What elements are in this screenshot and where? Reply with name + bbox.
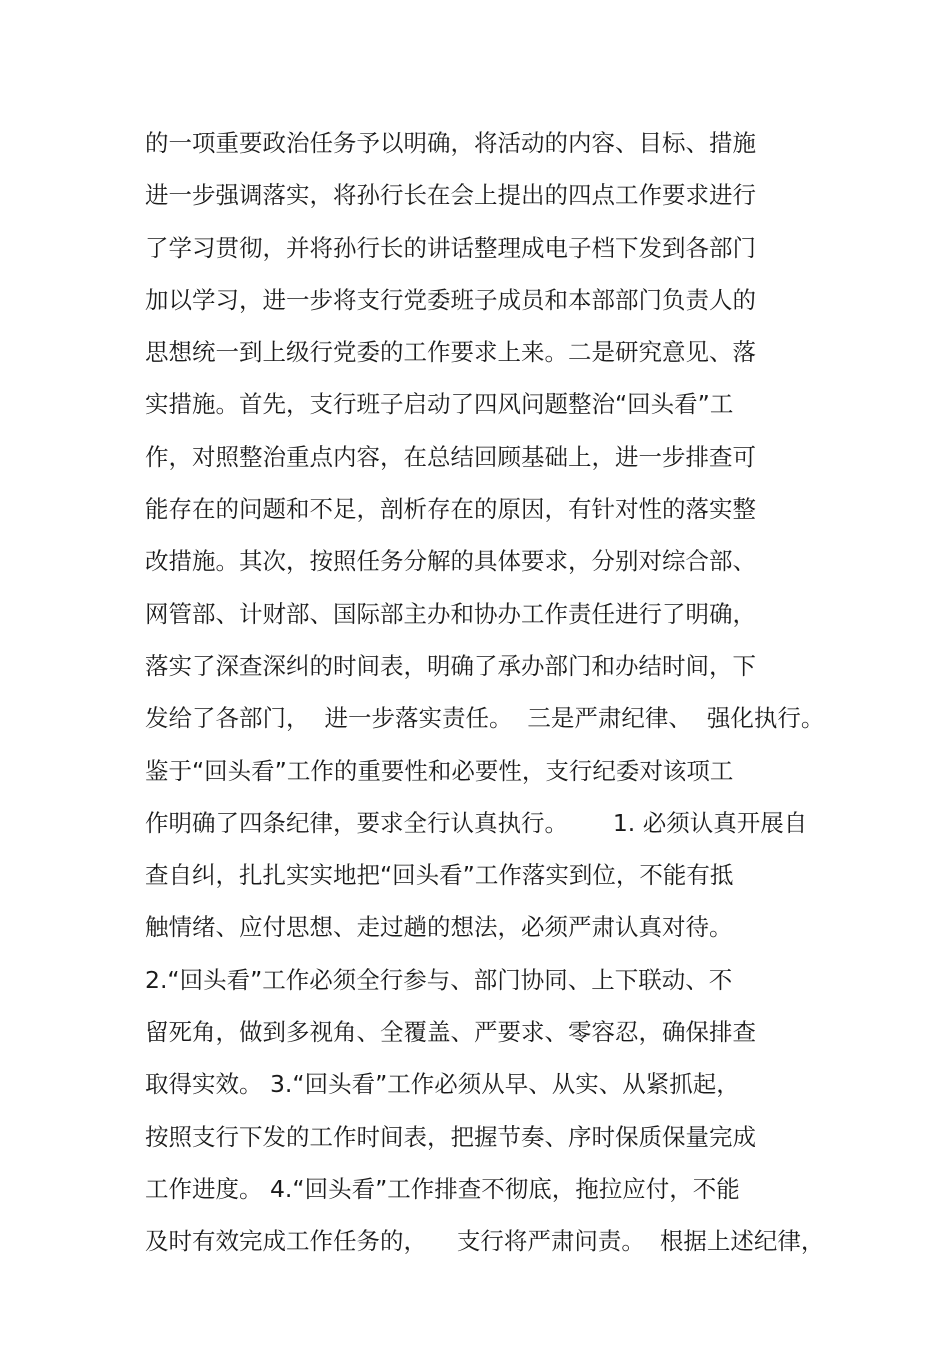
- text-line: 落实了深查深纠的时间表，明确了承办部门和办结时间，下: [145, 651, 756, 680]
- text-line: 了学习贯彻，并将孙行长的讲话整理成电子档下发到各部门: [145, 233, 756, 262]
- text-line: 实措施。首先，支行班子启动了四风问题整治“回头看”工: [145, 390, 734, 419]
- text-line: 的一项重要政治任务予以明确，将活动的内容、目标、措施: [145, 129, 756, 157]
- text-line: 发给了各部门， 进一步落实责任。 三是严肃纪律、 强化执行。: [145, 704, 825, 733]
- text-line: 2.“回头看”工作必须全行参与、部门协同、上下联动、不: [145, 965, 733, 994]
- text-line: 进一步强调落实，将孙行长在会上提出的四点工作要求进行: [145, 181, 756, 210]
- text-line: 取得实效。 3.“回头看”工作必须从早、从实、从紧抓起，: [145, 1070, 740, 1099]
- text-line: 改措施。其次，按照任务分解的具体要求，分别对综合部、: [145, 547, 756, 576]
- body-text: [145, 120, 935, 1271]
- text-line: 查自纠，扎扎实实地把“回头看”工作落实到位，不能有抵: [145, 861, 734, 890]
- text-line: 按照支行下发的工作时间表，把握节奏、序时保质保量完成: [145, 1122, 756, 1151]
- text-line: 作，对照整治重点内容，在总结回顾基础上，进一步排查可: [145, 442, 756, 471]
- text-line: 能存在的问题和不足，剖析存在的原因，有针对性的落实整: [145, 495, 756, 524]
- text-line: 网管部、计财部、国际部主办和协办工作责任进行了明确，: [145, 599, 756, 628]
- text-line: 工作进度。 4.“回头看”工作排查不彻底，拖拉应付，不能: [145, 1174, 740, 1203]
- text-line: 留死角，做到多视角、全覆盖、严要求、零容忍，确保排查: [145, 1018, 756, 1047]
- text-line: 加以学习，进一步将支行党委班子成员和本部部门负责人的: [145, 285, 756, 314]
- text-line: 思想统一到上级行党委的工作要求上来。二是研究意见、落: [145, 338, 756, 367]
- text-line: 鉴于“回头看”工作的重要性和必要性，支行纪委对该项工: [145, 756, 734, 785]
- text-line: 及时有效完成工作任务的， 支行将严肃问责。 根据上述纪律，: [145, 1227, 825, 1256]
- text-line: 触情绪、应付思想、走过趟的想法，必须严肃认真对待。: [145, 913, 733, 942]
- text-line: 作明确了四条纪律，要求全行认真执行。 1. 必须认真开展自: [145, 808, 808, 837]
